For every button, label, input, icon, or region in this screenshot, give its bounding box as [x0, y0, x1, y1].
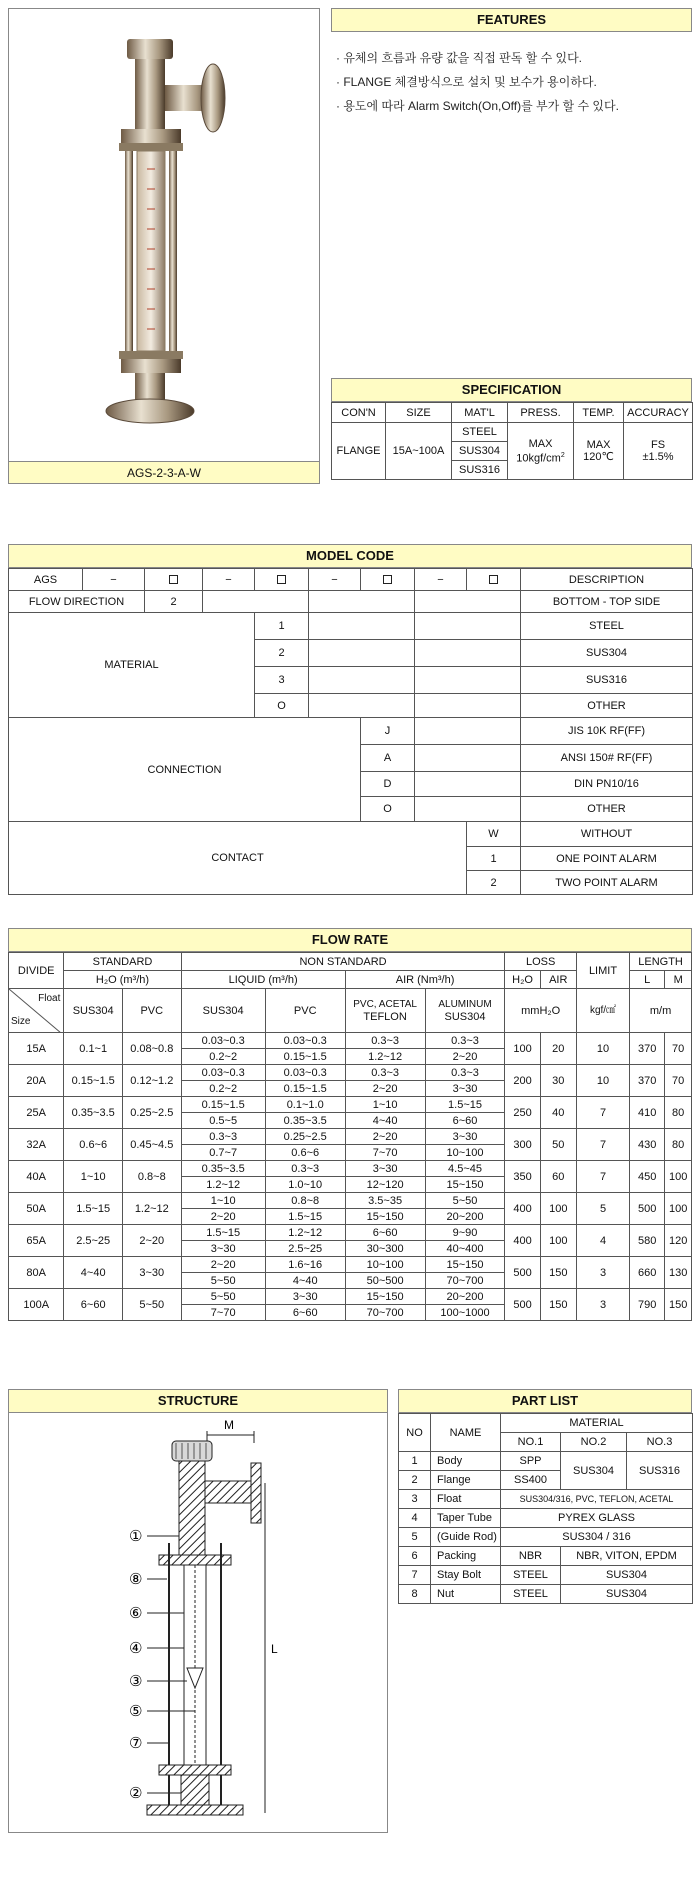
feature-item: · FLANGE 체결방식으로 설치 및 보수가 용이하다.	[336, 75, 597, 89]
length-l: 790	[630, 1289, 665, 1321]
callout-6: ⑥	[129, 1604, 143, 1622]
liquid-pvc: 1.2~12	[265, 1225, 345, 1241]
liquid-sus304: 5~50	[181, 1273, 265, 1289]
air-aluminum: 9~90	[425, 1225, 505, 1241]
flow-rate-row	[9, 1065, 692, 1081]
std-sus304: 4~40	[64, 1257, 123, 1289]
liquid-pvc: 0.35~3.5	[265, 1113, 345, 1129]
std-pvc: 3~30	[122, 1257, 181, 1289]
liquid-pvc: 0.25~2.5	[265, 1129, 345, 1145]
air-pvc: 3~30	[345, 1161, 425, 1177]
loss-h2o: 400	[505, 1193, 540, 1225]
length-m: 80	[665, 1097, 692, 1129]
air-pvc: 0.3~3	[345, 1033, 425, 1049]
loss-air: 150	[540, 1289, 576, 1321]
liquid-sus304: 2~20	[181, 1209, 265, 1225]
flow-rate-row	[9, 1225, 692, 1241]
flow-rate-row	[9, 1129, 692, 1145]
air-pvc: 70~700	[345, 1305, 425, 1321]
liquid-pvc: 3~30	[265, 1289, 345, 1305]
length-l: 370	[630, 1065, 665, 1097]
flow-rate-row	[9, 1193, 692, 1209]
float-size: 65A	[9, 1225, 64, 1257]
part-list-table: NO NAME MATERIAL NO.1 NO.2 NO.3 1 Body SPP SUS304 SUS316 2 Flange SS400 3 Float SUS304/316, PVC, TEFLON, ACETAL 4 Taper Tube PYREX GLASS 5 (Guide Rod) SUS304 / 316 6 Packing NBR NBR, VITON, EPDM 7 Stay Bolt STEEL SUS304 8 Nut STEEL SUS304	[398, 1413, 692, 1604]
std-sus304: 0.35~3.5	[64, 1097, 123, 1129]
callout-2: ②	[129, 1784, 143, 1802]
air-aluminum: 0.3~3	[425, 1065, 505, 1081]
limit: 4	[576, 1225, 629, 1257]
air-aluminum: 3~30	[425, 1081, 505, 1097]
float-size: 50A	[9, 1193, 64, 1225]
code-box	[169, 575, 178, 584]
liquid-pvc: 4~40	[265, 1273, 345, 1289]
structure-drawing-panel	[8, 1413, 388, 1833]
loss-h2o: 350	[505, 1161, 540, 1193]
air-pvc: 1~10	[345, 1097, 425, 1113]
float-size: 32A	[9, 1129, 64, 1161]
part-list-header: PART LIST	[398, 1389, 692, 1413]
liquid-sus304: 0.35~3.5	[181, 1161, 265, 1177]
length-l: 370	[630, 1033, 665, 1065]
length-m: 100	[665, 1161, 692, 1193]
loss-air: 40	[540, 1097, 576, 1129]
air-pvc: 2~20	[345, 1081, 425, 1097]
length-m: 80	[665, 1129, 692, 1161]
liquid-sus304: 7~70	[181, 1305, 265, 1321]
loss-air: 50	[540, 1129, 576, 1161]
loss-h2o: 500	[505, 1257, 540, 1289]
length-l: 660	[630, 1257, 665, 1289]
float-size-cell: Float Size	[9, 989, 64, 1033]
code-box	[277, 575, 286, 584]
flow-rate-row	[9, 1257, 692, 1273]
limit: 5	[576, 1193, 629, 1225]
std-pvc: 0.45~4.5	[122, 1129, 181, 1161]
air-pvc: 6~60	[345, 1225, 425, 1241]
std-sus304: 0.1~1	[64, 1033, 123, 1065]
std-sus304: 0.15~1.5	[64, 1065, 123, 1097]
features-header: FEATURES	[331, 8, 692, 32]
air-aluminum: 6~60	[425, 1113, 505, 1129]
liquid-pvc: 0.1~1.0	[265, 1097, 345, 1113]
air-aluminum: 70~700	[425, 1273, 505, 1289]
air-aluminum: 0.3~3	[425, 1033, 505, 1049]
air-aluminum: 10~100	[425, 1145, 505, 1161]
features-list	[336, 46, 692, 118]
liquid-sus304: 0.5~5	[181, 1113, 265, 1129]
float-size: 20A	[9, 1065, 64, 1097]
air-aluminum: 100~1000	[425, 1305, 505, 1321]
std-sus304: 6~60	[64, 1289, 123, 1321]
specification-header: SPECIFICATION	[331, 378, 692, 402]
limit: 3	[576, 1257, 629, 1289]
callout-8: ⑧	[129, 1570, 143, 1588]
std-pvc: 0.8~8	[122, 1161, 181, 1193]
std-pvc: 0.25~2.5	[122, 1097, 181, 1129]
air-pvc: 1.2~12	[345, 1049, 425, 1065]
liquid-sus304: 0.03~0.3	[181, 1065, 265, 1081]
air-aluminum: 20~200	[425, 1209, 505, 1225]
liquid-sus304: 1.5~15	[181, 1225, 265, 1241]
air-aluminum: 1.5~15	[425, 1097, 505, 1113]
air-pvc: 4~40	[345, 1113, 425, 1129]
air-aluminum: 15~150	[425, 1257, 505, 1273]
flow-rate-row	[9, 1097, 692, 1113]
std-pvc: 2~20	[122, 1225, 181, 1257]
liquid-pvc: 0.03~0.3	[265, 1033, 345, 1049]
std-pvc: 1.2~12	[122, 1193, 181, 1225]
code-box	[383, 575, 392, 584]
air-pvc: 2~20	[345, 1129, 425, 1145]
liquid-pvc: 0.03~0.3	[265, 1065, 345, 1081]
float-size: 100A	[9, 1289, 64, 1321]
product-photo-panel	[8, 8, 320, 484]
length-l: 430	[630, 1129, 665, 1161]
loss-air: 100	[540, 1193, 576, 1225]
std-pvc: 0.08~0.8	[122, 1033, 181, 1065]
liquid-pvc: 1.0~10	[265, 1177, 345, 1193]
loss-air: 60	[540, 1161, 576, 1193]
liquid-pvc: 1.5~15	[265, 1209, 345, 1225]
liquid-sus304: 1.2~12	[181, 1177, 265, 1193]
limit: 7	[576, 1161, 629, 1193]
air-pvc: 15~150	[345, 1289, 425, 1305]
liquid-pvc: 0.15~1.5	[265, 1081, 345, 1097]
limit: 7	[576, 1129, 629, 1161]
liquid-sus304: 0.3~3	[181, 1129, 265, 1145]
callout-4: ④	[129, 1639, 143, 1657]
loss-air: 100	[540, 1225, 576, 1257]
length-m: 70	[665, 1033, 692, 1065]
liquid-sus304: 0.2~2	[181, 1081, 265, 1097]
flow-rate-rows	[9, 1033, 692, 1321]
liquid-sus304: 5~50	[181, 1289, 265, 1305]
flow-rate-row	[9, 1161, 692, 1177]
liquid-pvc: 2.5~25	[265, 1241, 345, 1257]
length-l: 500	[630, 1193, 665, 1225]
callout-1: ①	[129, 1527, 143, 1545]
air-aluminum: 20~200	[425, 1289, 505, 1305]
air-aluminum: 4.5~45	[425, 1161, 505, 1177]
std-sus304: 1~10	[64, 1161, 123, 1193]
air-pvc: 15~150	[345, 1209, 425, 1225]
liquid-pvc: 0.8~8	[265, 1193, 345, 1209]
code-box	[489, 575, 498, 584]
float-size: 25A	[9, 1097, 64, 1129]
dim-m: M	[224, 1418, 234, 1432]
liquid-sus304: 0.2~2	[181, 1049, 265, 1065]
float-size: 40A	[9, 1161, 64, 1193]
air-pvc: 12~120	[345, 1177, 425, 1193]
dim-l: L	[271, 1642, 278, 1656]
specification-table: CON'N SIZE MAT'L PRESS. TEMP. ACCURACY FLANGE 15A~100A STEEL MAX $10kgf/cm^2$ MAX 120℃ FS ±1.5% SUS304 SUS316	[331, 402, 692, 480]
liquid-pvc: 0.6~6	[265, 1145, 345, 1161]
loss-air: 20	[540, 1033, 576, 1065]
length-m: 120	[665, 1225, 692, 1257]
loss-h2o: 250	[505, 1097, 540, 1129]
loss-h2o: 200	[505, 1065, 540, 1097]
model-code-table: AGS − − − − DESCRIPTION FLOW DIRECTION 2 BOTTOM - TOP SIDE MATERIAL 1 STEEL 2 SUS304 3 SUS316 O OTHER CONNECTION J JIS 10K RF(FF) A ANSI 150# RF(FF) D DIN PN10/16 O OTHER CONTACT W WITHOUT 1 ONE POINT ALARM 2 TWO POINT ALARM	[8, 568, 692, 895]
loss-h2o: 400	[505, 1225, 540, 1257]
length-m: 100	[665, 1193, 692, 1225]
liquid-sus304: 0.15~1.5	[181, 1097, 265, 1113]
float-size: 15A	[9, 1033, 64, 1065]
flowmeter-photo	[9, 9, 319, 461]
liquid-pvc: 0.15~1.5	[265, 1049, 345, 1065]
structure-header: STRUCTURE	[8, 1389, 388, 1413]
air-aluminum: 15~150	[425, 1177, 505, 1193]
callout-7: ⑦	[129, 1734, 143, 1752]
length-m: 70	[665, 1065, 692, 1097]
length-l: 450	[630, 1161, 665, 1193]
feature-item: · 유체의 흐름과 유량 값을 직접 판독 할 수 있다.	[336, 51, 583, 65]
std-sus304: 2.5~25	[64, 1225, 123, 1257]
liquid-sus304: 1~10	[181, 1193, 265, 1209]
air-aluminum: 40~400	[425, 1241, 505, 1257]
liquid-sus304: 2~20	[181, 1257, 265, 1273]
liquid-sus304: 0.7~7	[181, 1145, 265, 1161]
liquid-sus304: 3~30	[181, 1241, 265, 1257]
loss-air: 150	[540, 1257, 576, 1289]
limit: 10	[576, 1033, 629, 1065]
flow-rate-row	[9, 1033, 692, 1049]
model-code-header: MODEL CODE	[8, 544, 692, 568]
flow-rate-table: DIVIDE STANDARD NON STANDARD LOSS LIMIT LENGTH H₂O (m³/h) LIQUID (m³/h) AIR (Nm³/h) H₂O AIR L M Float Size SUS304 PVC SUS304 PVC PVC, ACETAL TEFLON ALUMINUM SUS304 mmH₂O kgf/㎠ m/m 15A 0.1~1 0.08~0.8 0.03~0.3 0.03~0.3 0.3~3 0.3~3 100 20 10 370 70 0.2~2 0.15~1.5 1.2~12 2~20 20A 0.15~1.5 0.12~1.2 0.03~0.3 0.03~0.3 0.3~3 0.3~3 200 30 10 370 70 0.2~2 0.15~1.5 2~20 3~30 25A 0.35~3.5 0.25~2.5 0.15~1.5 0.1~1.0 1~10 1.5~15 250 40 7 410 80 0.5~5 0.35~3.5 4~40 6~60 32A 0.6~6 0.45~4.5 0.3~3 0.25~2.5 2~20 3~30 300 50 7 430 80 0.7~7 0.6~6 7~70 10~100 40A 1~10 0.8~8 0.35~3.5 0.3~3 3~30 4.5~45 350 60 7 450 100 1.2~12 1.0~10 12~120 15~150 50A 1.5~15 1.2~12 1~10 0.8~8 3.5~35 5~50 400 100 5 500 100 2~20 1.5~15 15~150 20~200 65A 2.5~25 2~20 1.5~15 1.2~12 6~60 9~90 400 100 4 580 120 3~30 2.5~25 30~300 40~400 80A 4~40 3~30 2~20 1.6~16 10~100 15~150 500 150 3 660 130 5~50 4~40 50~500 70~700 100A 6~60 5~50 5~50 3~30 15~150 20~200 500 150 3 790 150 7~70 6~60 70~700 100~1000	[8, 952, 692, 1321]
air-pvc: 3.5~35	[345, 1193, 425, 1209]
air-pvc: 0.3~3	[345, 1065, 425, 1081]
flow-rate-header: FLOW RATE	[8, 928, 692, 952]
air-aluminum: 3~30	[425, 1129, 505, 1145]
structure-diagram	[9, 1413, 387, 1831]
limit: 10	[576, 1065, 629, 1097]
loss-air: 30	[540, 1065, 576, 1097]
flow-rate-row	[9, 1289, 692, 1305]
feature-item: · 용도에 따라 Alarm Switch(On,Off)를 부가 할 수 있다.	[336, 99, 619, 113]
std-pvc: 5~50	[122, 1289, 181, 1321]
air-pvc: 10~100	[345, 1257, 425, 1273]
float-size: 80A	[9, 1257, 64, 1289]
std-sus304: 0.6~6	[64, 1129, 123, 1161]
air-pvc: 30~300	[345, 1241, 425, 1257]
loss-h2o: 100	[505, 1033, 540, 1065]
length-m: 150	[665, 1289, 692, 1321]
liquid-sus304: 0.03~0.3	[181, 1033, 265, 1049]
callout-3: ③	[129, 1672, 143, 1690]
liquid-pvc: 0.3~3	[265, 1161, 345, 1177]
length-m: 130	[665, 1257, 692, 1289]
air-aluminum: 2~20	[425, 1049, 505, 1065]
air-pvc: 7~70	[345, 1145, 425, 1161]
limit: 3	[576, 1289, 629, 1321]
loss-h2o: 500	[505, 1289, 540, 1321]
length-l: 580	[630, 1225, 665, 1257]
limit: 7	[576, 1097, 629, 1129]
callout-5: ⑤	[129, 1702, 143, 1720]
std-sus304: 1.5~15	[64, 1193, 123, 1225]
liquid-pvc: 1.6~16	[265, 1257, 345, 1273]
liquid-pvc: 6~60	[265, 1305, 345, 1321]
air-aluminum: 5~50	[425, 1193, 505, 1209]
air-pvc: 50~500	[345, 1273, 425, 1289]
model-label: AGS-2-3-A-W	[9, 461, 319, 483]
loss-h2o: 300	[505, 1129, 540, 1161]
length-l: 410	[630, 1097, 665, 1129]
std-pvc: 0.12~1.2	[122, 1065, 181, 1097]
